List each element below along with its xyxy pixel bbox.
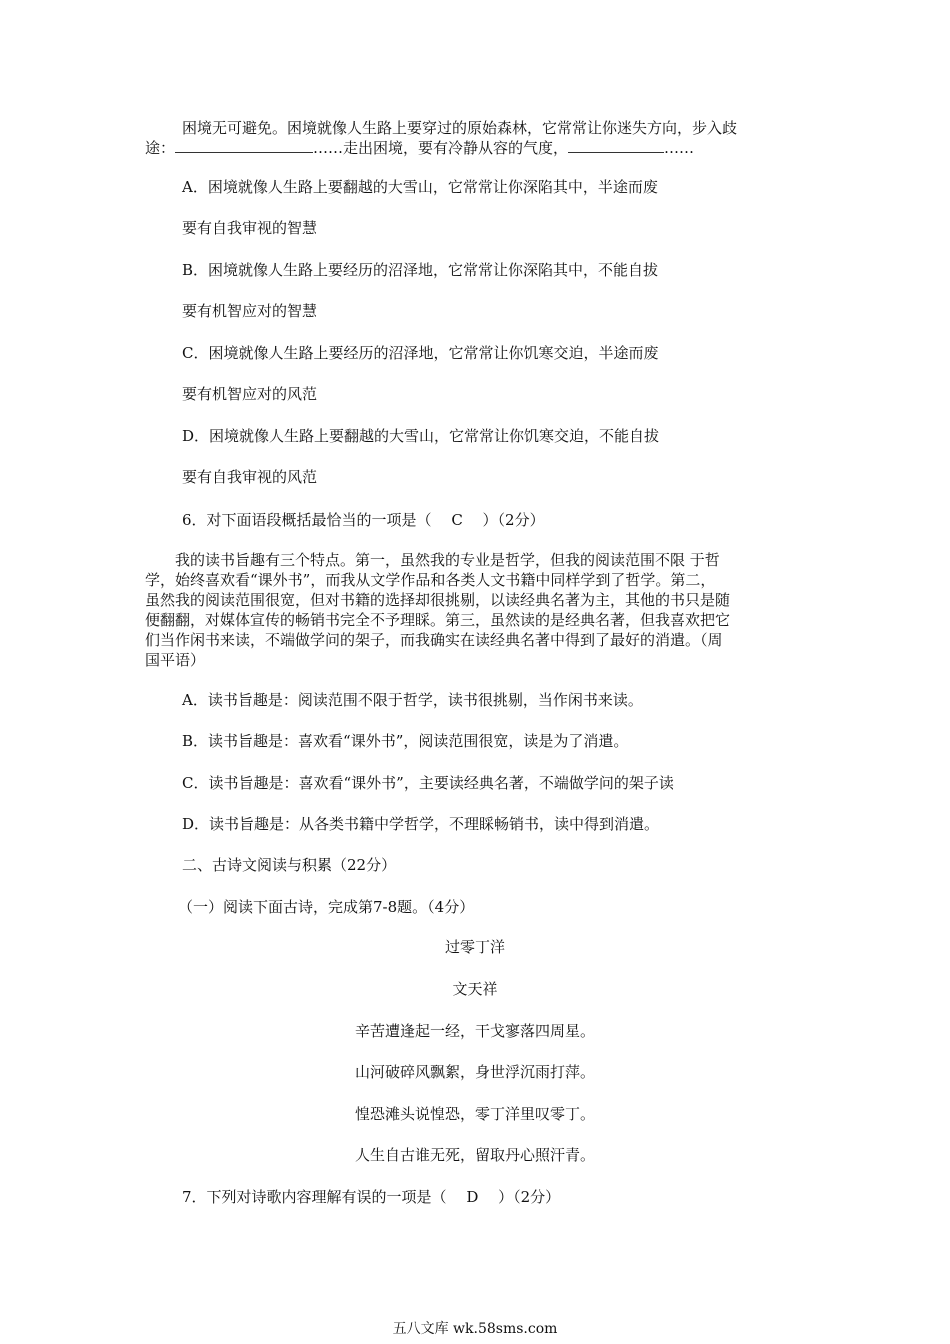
q6-option-b: B．读书旨趣是：喜欢看“课外书”，阅读范围很宽，读是为了消遣。 [182, 732, 629, 750]
q5-option-a: A．困境就像人生路上要翻越的大雪山，它常常让你深陷其中，半途而废 [182, 178, 658, 196]
section-heading: 二、古诗文阅读与积累（22分） [182, 856, 397, 874]
poem-title: 过零丁洋 [444, 938, 505, 956]
poem-line-4: 人生自古谁无死，留取丹心照汗青。 [354, 1146, 595, 1164]
q7-stem: 7．下列对诗歌内容理解有误的一项是（ D ）（2分） [182, 1188, 561, 1206]
q6-passage-line4: 便翻翻，对媒体宣传的畅销书完全不予理睬。第三，虽然读的是经典名著，但我喜欢把它 [145, 611, 731, 629]
q6-passage-line2: 学，始终喜欢看“课外书”，而我从文学作品和各类人文书籍中同样学到了哲学。第二， [145, 571, 716, 589]
q5-stem-line2 [145, 138, 694, 158]
q6-passage-line3: 虽然我的阅读范围很宽，但对书籍的选择却很挑剔，以读经典名著为主，其他的书只是随 [145, 591, 731, 609]
q5-stem-line1: 困境无可避免。困境就像人生路上要穿过的原始森林，它常常让你迷失方向，步入歧 [182, 119, 738, 137]
q5-option-d-cont: 要有自我审视的风范 [182, 468, 318, 486]
q5-option-b-cont: 要有机智应对的智慧 [182, 302, 318, 320]
q5-option-d: D．困境就像人生路上要翻越的大雪山，它常常让你饥寒交迫，不能自拔 [182, 427, 660, 445]
poem-line-2: 山河破碎风飘絮，身世浮沉雨打萍。 [354, 1063, 595, 1081]
q5-option-c-cont: 要有机智应对的风范 [182, 385, 318, 403]
q5-stem-middle: ……走出困境，要有冷静从容的气度， [313, 139, 569, 157]
q5-stem-prefix: 途： [145, 139, 176, 157]
answer-blank-2 [568, 138, 664, 153]
q6-option-d: D．读书旨趣是：从各类书籍中学哲学，不理睬畅销书，读中得到消遣。 [182, 815, 660, 833]
poem-line-3: 惶恐滩头说惶恐，零丁洋里叹零丁。 [354, 1105, 595, 1123]
section-subheading: （一）阅读下面古诗，完成第7-8题。（4分） [178, 898, 475, 916]
q6-option-a: A．读书旨趣是：阅读范围不限于哲学，读书很挑剔，当作闲书来读。 [182, 691, 643, 709]
q6-passage-line1: 我的读书旨趣有三个特点。第一，虽然我的专业是哲学，但我的阅读范围不限 于哲 [145, 551, 720, 569]
q5-option-c: C．困境就像人生路上要经历的沼泽地，它常常让你饥寒交迫，半途而废 [182, 344, 659, 362]
q5-option-b: B．困境就像人生路上要经历的沼泽地，它常常让你深陷其中，不能自拔 [182, 261, 659, 279]
poem-line-1: 辛苦遭逢起一经，干戈寥落四周星。 [354, 1022, 595, 1040]
q6-passage-line6: 国平语） [145, 651, 206, 669]
q6-passage-line5: 们当作闲书来读，不端做学问的架子，而我确实在读经典名著中得到了最好的消遣。（周 [145, 631, 723, 649]
q5-option-a-cont: 要有自我审视的智慧 [182, 219, 318, 237]
q6-stem: 6．对下面语段概括最恰当的一项是（ C ）（2分） [182, 511, 545, 529]
q5-stem-suffix: …… [664, 139, 695, 157]
answer-blank-1 [175, 138, 313, 153]
footer-watermark: 五八文库 wk.58sms.com [392, 1321, 558, 1337]
poem-author: 文天祥 [452, 980, 498, 998]
q6-option-c: C．读书旨趣是：喜欢看“课外书”，主要读经典名著，不端做学问的架子读 [182, 774, 674, 792]
